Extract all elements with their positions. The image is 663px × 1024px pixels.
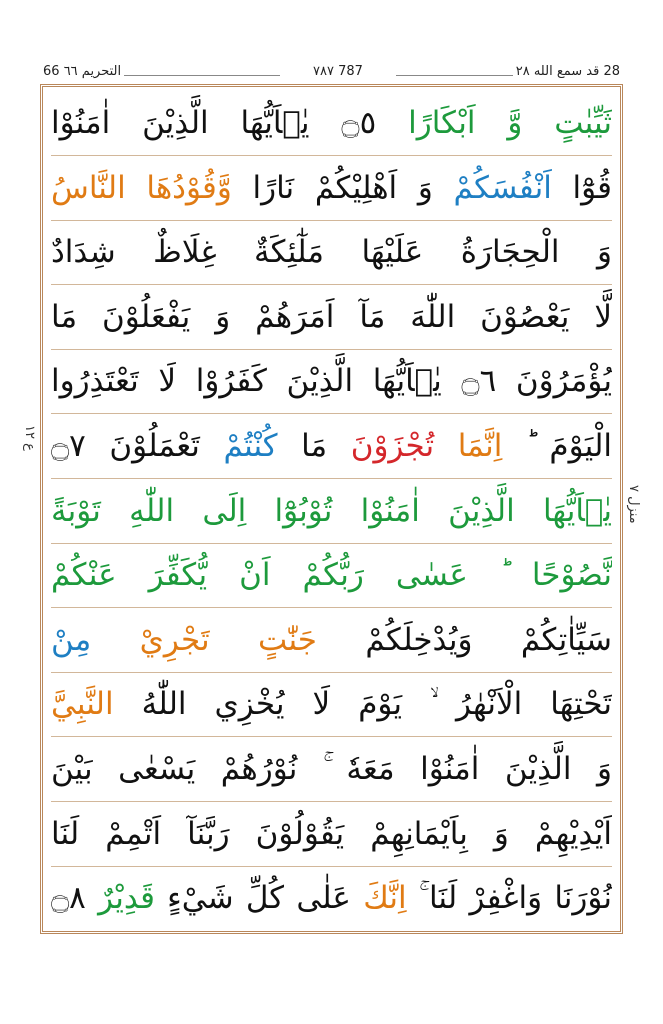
verse-segment: يٰۤاَيُّهَا الَّذِيْنَ اٰمَنُوْا تُوْبُوْٓا اِلَى اللّٰهِ تَوْبَةً [51,492,612,529]
verse-segment: سَيِّاٰتِكُمْ وَيُدْخِلَكُمْ [316,621,612,658]
verse-line [51,349,612,414]
verse-segment: اِنَّمَا [457,428,503,464]
verse-segment: وَ اَهْلِيْكُمْ نَارًا [231,169,454,206]
verse-segment: اِنَّكَ [363,880,407,917]
verse-segment: تَعْمَلُوْنَ ۝٧ [51,428,224,464]
verse-line [51,543,612,608]
verse-segment: مَا [277,428,328,464]
verse-segment: تُجْزَوْنَ [327,428,458,464]
verse-segment: ۝٥ يٰۤاَيُّهَا الَّذِيْنَ اٰمَنُوْا [51,105,409,141]
verse-segment: عَلٰى كُلِّ شَيْءٍ [154,880,364,917]
quran-text-frame [40,84,623,934]
verse-line [51,220,612,285]
verse-segment: النَّبِيَّ [51,686,114,723]
verse-segment: اَنْ يُّكَفِّرَ عَنْكُمْ [51,557,271,594]
surah-name-label: 66 التحریم ٦٦ [40,64,124,79]
verse-segment: قَدِيْرٌ [98,880,155,917]
verse-segment: قُوْٓا [551,169,612,206]
verse-segment: الْيَوْمَ ؕ [502,428,612,464]
verse-line [51,479,612,544]
verse-segment: مِنْ [51,621,140,658]
verse-line [51,672,612,737]
manzil-marker: منزل ٧ [626,485,641,524]
juz-name-label: 28 قد سمع الله ٢٨ [513,64,623,79]
verse-segment: وَ الَّذِيْنَ اٰمَنُوْا مَعَهٗ ۚ نُوْرُهُمْ يَسْعٰى بَيْنَ [51,751,612,787]
verse-segment: وَ الْحِجَارَةُ عَلَيْهَا مَلٰٓئِكَةٌ غِلَاظٌ شِدَادٌ [51,234,612,271]
verse-segment: جَنّٰتٍ تَجْرِيْ [139,621,317,658]
verse-line [51,737,612,802]
verse-segment: وَّقُوْدُهَا النَّاسُ [51,169,232,206]
verse-segment: نُوْرَنَا وَاغْفِرْ لَنَا ۚ [406,880,612,917]
page-header [40,62,623,84]
verse-line [51,414,612,479]
page-number: ٧٨٧ 787 [280,64,396,79]
verse-line [51,91,612,156]
verse-segment: اَيْدِيْهِمْ وَ بِاَيْمَانِهِمْ يَقُوْلُوْنَ رَبَّنَآ اَتْمِمْ لَنَا [51,815,612,852]
verse-segment: ثَيِّبٰتٍ وَّ اَبْكَارًا [408,105,612,141]
verse-line [51,866,612,930]
ruku-marker: ع ١٢ [22,425,37,451]
verse-segment: تَحْتِهَا الْاَنْهٰرُ ۙ يَوْمَ لَا يُخْزِي اللّٰهُ [113,686,612,723]
verse-segment: يُؤْمَرُوْنَ ۝٦ يٰۤاَيُّهَا الَّذِيْنَ كَفَرُوْا لَا تَعْتَذِرُوا [51,363,612,400]
verse-line [51,285,612,350]
verse-line [51,608,612,673]
verse-segment: اَنْفُسَكُمْ [453,169,552,206]
verse-segment: ۝٨ [51,880,99,917]
verse-line [51,802,612,867]
verse-segment: نَّصُوْحًا ؕ عَسٰى رَبُّكُمْ [270,557,612,594]
verse-segment: كُنْتُمْ [223,428,278,464]
verse-segment: لَّا يَعْصُوْنَ اللّٰهَ مَآ اَمَرَهُمْ وَ يَفْعَلُوْنَ مَا [51,298,612,335]
verse-line [51,156,612,221]
